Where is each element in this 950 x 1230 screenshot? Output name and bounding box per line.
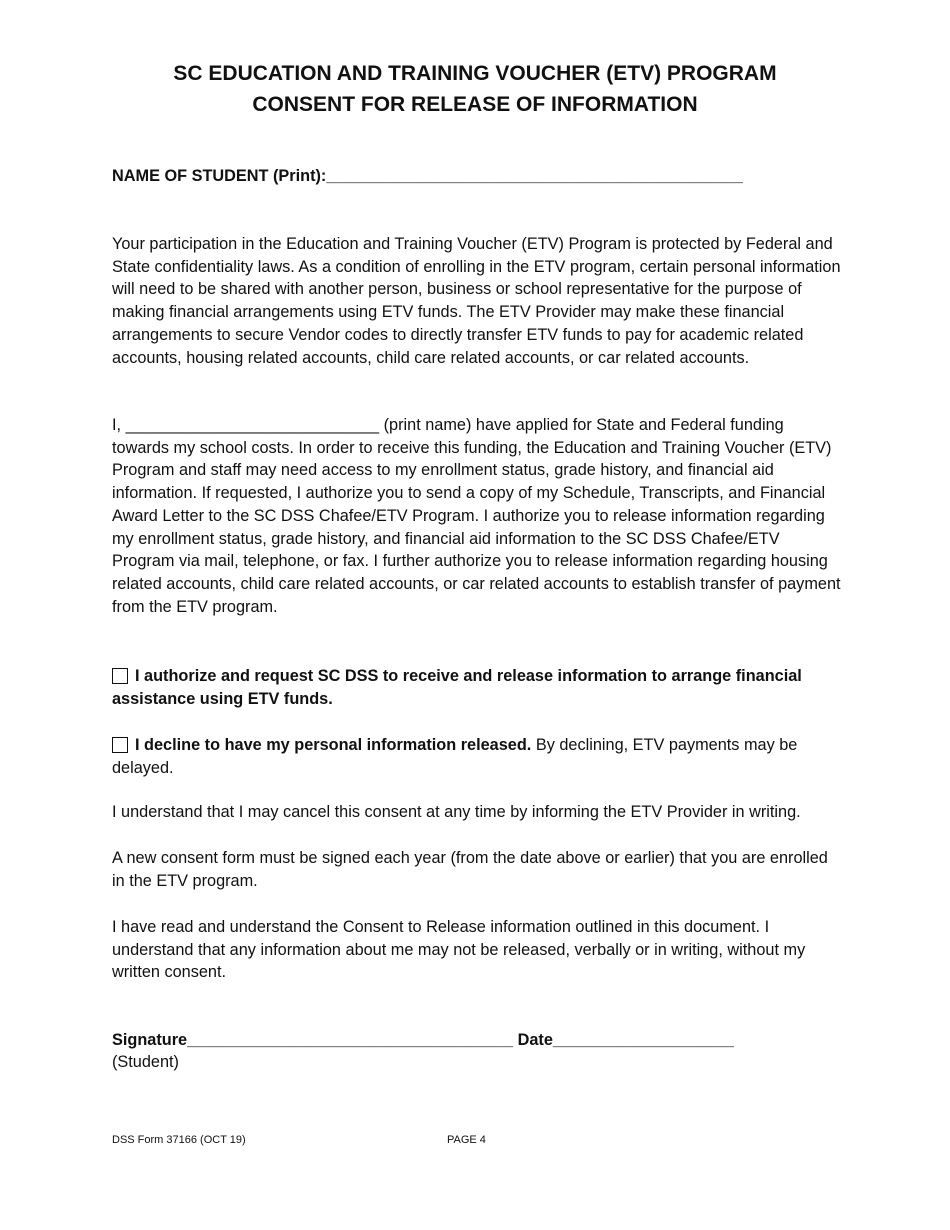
form-title-line1: SC EDUCATION AND TRAINING VOUCHER (ETV) PROGRAM <box>173 62 777 85</box>
decline-option <box>112 734 842 779</box>
annual-consent-paragraph: A new consent form must be signed each year (from the date above or earlier) that you are enrolled in the ETV program. <box>112 849 828 890</box>
decline-option-label: I decline to have my personal information released. <box>135 736 532 754</box>
authorize-option <box>112 665 842 710</box>
page-number: PAGE 4 <box>447 1134 486 1146</box>
signature-date-line[interactable]: Signature____________________________________ Date____________________ <box>112 1031 734 1049</box>
signature-subtitle: (Student) <box>112 1053 179 1071</box>
authorize-option-label: I authorize and request SC DSS to receive and release information to arrange financial assistance using ETV funds. <box>112 667 802 708</box>
authorization-paragraph: I, ____________________________ (print name) have applied for State and Federal funding towards my school costs. In order to receive this funding, the Education and Training Voucher (ETV) Program and staff may need access to my enrollment status, grade history, and financial aid information. If requested, I authorize you to send a copy of my Schedule, Transcripts, and Financial Award Letter to the SC DSS Chafee/ETV Program. I authorize you to release information regarding my enrollment status, grade history, and financial aid information to the SC DSS Chafee/ETV Program via mail, telephone, or fax. I further authorize you to release information regarding housing related accounts, child care related accounts, or car related accounts to establish transfer of payment from the ETV program. <box>112 416 841 616</box>
student-name-field[interactable]: NAME OF STUDENT (Print):______________________________________________ <box>112 167 743 185</box>
acknowledgement-paragraph: I have read and understand the Consent to Release information outlined in this document. I understand that any information about me may not be released, verbally or in writing, without my written consent. <box>112 918 806 982</box>
decline-option-note: By declining, ETV payments may be delayed. <box>112 736 798 777</box>
cancel-consent-paragraph: I understand that I may cancel this consent at any time by informing the ETV Provider in writing. <box>112 803 801 821</box>
authorize-checkbox[interactable] <box>112 668 128 684</box>
form-title-line2: CONSENT FOR RELEASE OF INFORMATION <box>252 93 698 116</box>
form-number: DSS Form 37166 (OCT 19) <box>112 1134 246 1146</box>
intro-paragraph: Your participation in the Education and Training Voucher (ETV) Program is protected by Federal and State confidentiality laws. As a condition of enrolling in the ETV program, certain personal information will need to be shared with another person, business or school representative for the purpose of making financial arrangements using ETV funds. The ETV Provider may make these financial arrangements to secure Vendor codes to directly transfer ETV funds to pay for academic related accounts, housing related accounts, child care related accounts, or car related accounts. <box>112 235 841 367</box>
decline-checkbox[interactable] <box>112 737 128 753</box>
